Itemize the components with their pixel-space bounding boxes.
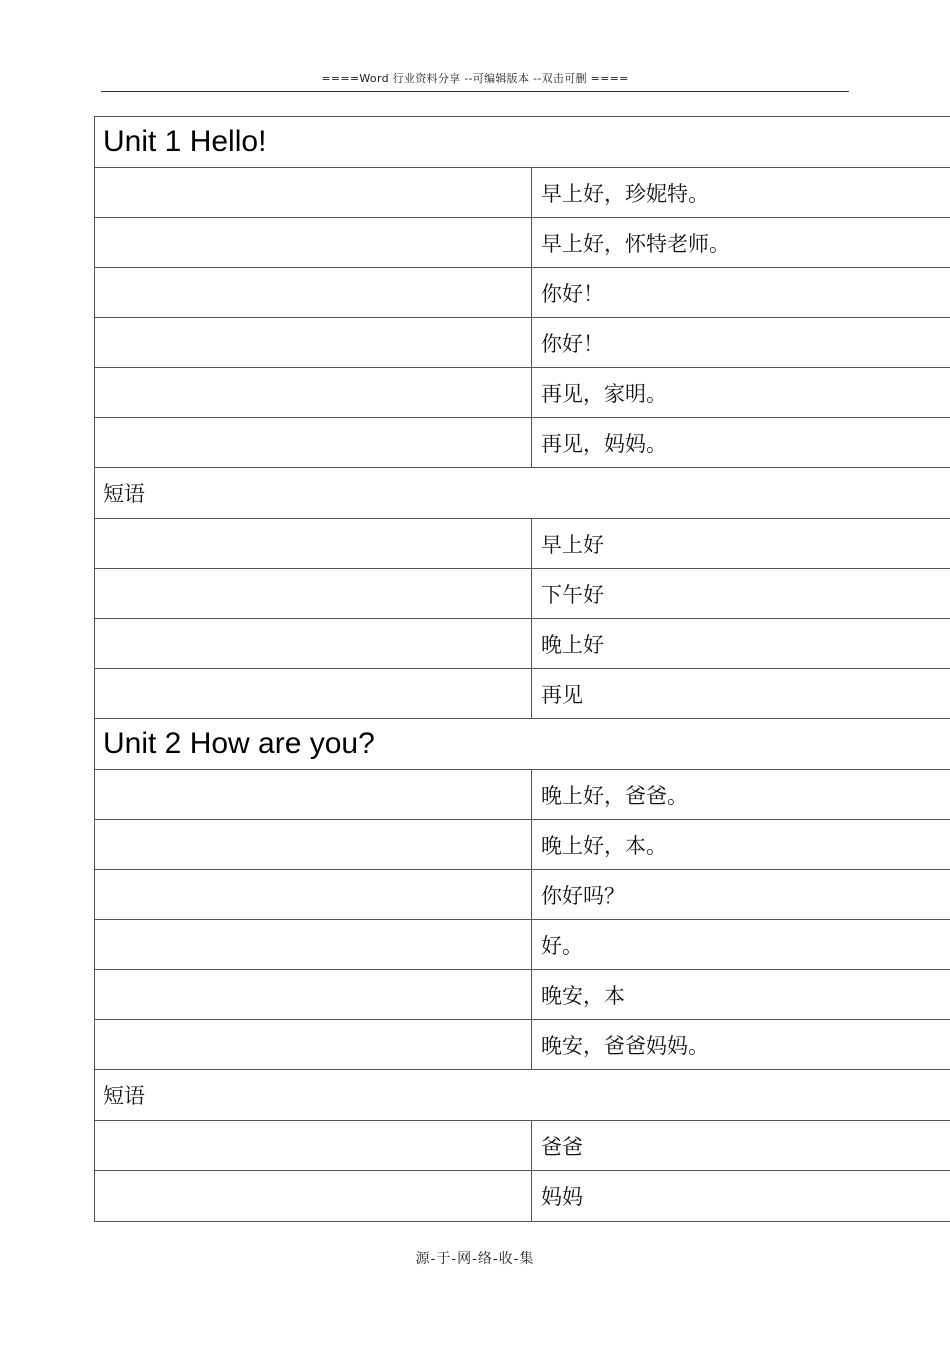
unit1-phrases-label: 短语 — [95, 468, 950, 519]
table-row — [95, 368, 950, 418]
table-row — [95, 1171, 950, 1221]
english-cell — [95, 619, 532, 668]
chinese-cell: 早上好 — [541, 532, 604, 557]
table-row — [95, 318, 950, 368]
chinese-cell: 你好吗？ — [541, 883, 625, 908]
chinese-cell: 爸爸 — [541, 1134, 583, 1159]
chinese-cell: 妈妈 — [541, 1185, 583, 1209]
english-cell — [95, 920, 532, 969]
header-divider — [101, 91, 849, 92]
unit2-title: Unit 2 How are you? — [95, 719, 950, 770]
english-cell — [95, 318, 532, 367]
table-row — [95, 569, 950, 619]
chinese-cell: 你好！ — [541, 281, 604, 306]
chinese-cell: 早上好，怀特老师。 — [541, 231, 730, 256]
english-cell — [95, 418, 532, 467]
chinese-cell: 晚安，爸爸妈妈。 — [541, 1033, 709, 1058]
english-cell — [95, 1171, 532, 1221]
table-row — [95, 770, 950, 820]
english-cell — [95, 569, 532, 618]
vocabulary-table — [94, 116, 950, 1222]
english-cell — [95, 870, 532, 919]
chinese-cell: 晚上好，本。 — [541, 833, 667, 858]
chinese-cell: 晚上好 — [541, 632, 604, 657]
table-row — [95, 669, 950, 719]
english-cell — [95, 1020, 532, 1069]
english-cell — [95, 970, 532, 1019]
chinese-cell: 再见 — [541, 682, 583, 707]
english-cell — [95, 770, 532, 819]
chinese-cell: 下午好 — [541, 582, 604, 607]
english-cell — [95, 669, 532, 718]
english-cell — [95, 268, 532, 317]
table-row — [95, 218, 950, 268]
english-cell — [95, 168, 532, 217]
chinese-cell: 好。 — [541, 933, 583, 958]
unit2-phrases-label: 短语 — [95, 1070, 950, 1121]
table-row — [95, 519, 950, 569]
english-cell — [95, 519, 532, 568]
table-row — [95, 970, 950, 1020]
table-row — [95, 820, 950, 870]
table-row — [95, 1020, 950, 1070]
table-row — [95, 1121, 950, 1171]
chinese-cell: 你好！ — [541, 331, 604, 356]
table-row — [95, 920, 950, 970]
chinese-cell: 早上好，珍妮特。 — [541, 181, 709, 206]
english-cell — [95, 1121, 532, 1170]
page-header: ====Word 行业资料分享 --可编辑版本 --双击可删 ==== — [321, 72, 629, 85]
unit1-title: Unit 1 Hello! — [95, 117, 950, 168]
table-row — [95, 268, 950, 318]
chinese-cell: 再见，妈妈。 — [541, 431, 667, 456]
table-row — [95, 870, 950, 920]
english-cell — [95, 218, 532, 267]
english-cell — [95, 368, 532, 417]
page-footer: 源-于-网-络-收-集 — [415, 1251, 535, 1267]
english-cell — [95, 820, 532, 869]
chinese-cell: 再见，家明。 — [541, 381, 667, 406]
table-row — [95, 418, 950, 468]
table-row — [95, 619, 950, 669]
table-row — [95, 168, 950, 218]
chinese-cell: 晚上好，爸爸。 — [541, 783, 688, 808]
chinese-cell: 晚安，本 — [541, 983, 625, 1008]
